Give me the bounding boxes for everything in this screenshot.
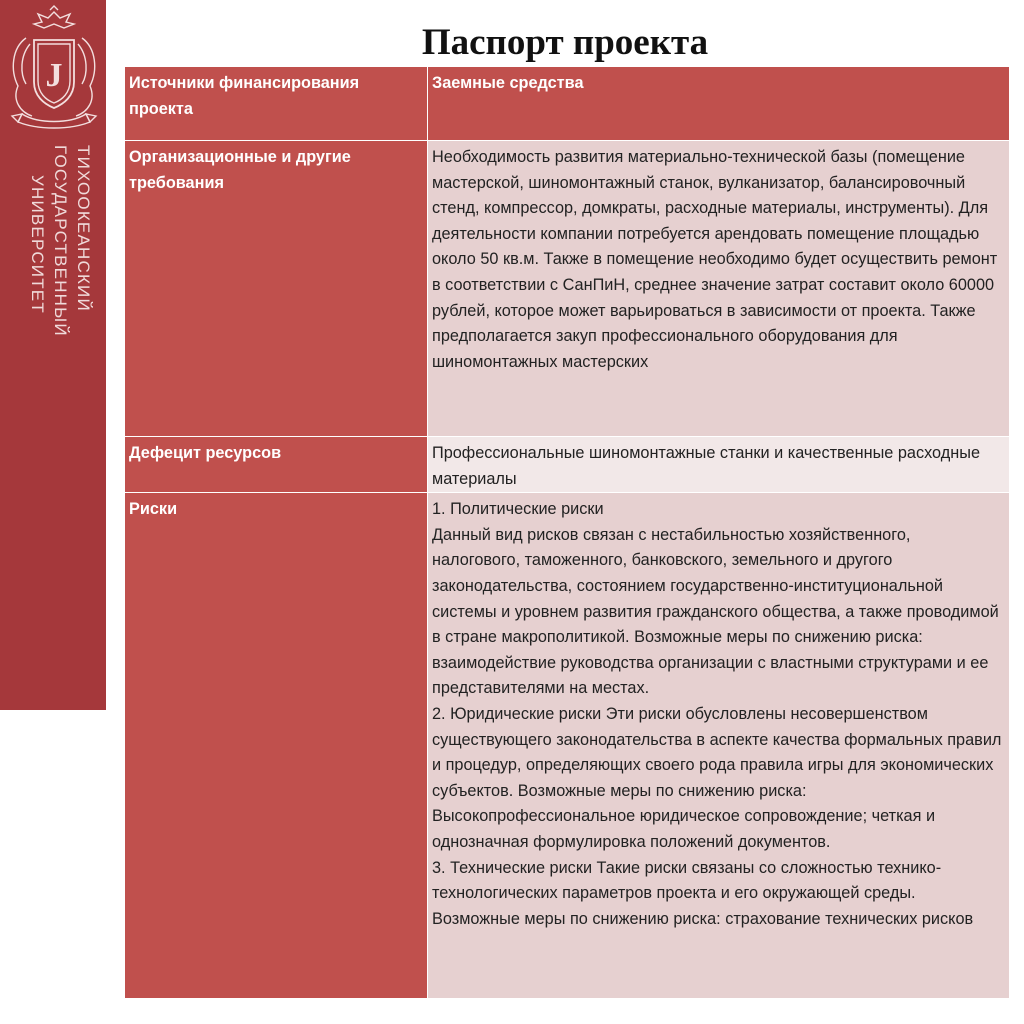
table-row xyxy=(125,141,1010,437)
university-name-line-2: ГОСУДАРСТВЕННЫЙ xyxy=(51,145,70,337)
row-value: Необходимость развития материально-технической базы (помещение мастерской, шиномонтажный станок, вулканизатор, балансировочный стенд, компрессор, домкраты, расходные материалы, инструменты). Для деятельности компании потребуется арендовать помещение площадью около 50 кв.м. Также в помещение необходимо будет осуществить ремонт в соответствии с СанПиН, среднее значение затрат составит около 60000 рублей, которое может варьироваться в зависимости от проекта. Также предполагается закуп профессионального оборудования для шиномонтажных мастерских xyxy=(428,141,1010,437)
row-label: Риски xyxy=(125,493,428,999)
university-name-line-3: УНИВЕРСИТЕТ xyxy=(28,175,47,314)
row-label: Источники финансирования проекта xyxy=(125,67,428,141)
table-row xyxy=(125,437,1010,493)
row-value: Заемные средства xyxy=(428,67,1010,141)
page-title: Паспорт проекта xyxy=(421,22,709,63)
project-passport-table xyxy=(124,66,1010,999)
row-value: 1. Политические риски Данный вид рисков связан с нестабильностью хозяйственного, налогового, таможенного, банковского, земельного и другого законодательства, состоянием государственно-институциональной системы и уровнем развития гражданского общества, а также проводимой в стране макрополитикой. Возможные меры по снижению риска: взаимодействие руководства организации с властными структурами и ее представителями на местах. 2. Юридические риски Эти риски обусловлены несовершенством существующего законодательства в аспекте качества формальных правил и процедур, определяющих своего рода правила игры для экономических субъектов. Возможные меры по снижению риска: Высокопрофессиональное юридическое сопровождение; четкая и однозначная формулировка положений документов. 3. Технические риски Такие риски связаны со сложностью технико-технологических параметров проекта и его окружающей среды. Возможные меры по снижению риска: страхование технических рисков xyxy=(428,493,1010,999)
svg-text:J: J xyxy=(45,57,63,94)
university-sidebar xyxy=(0,0,106,710)
university-name-line-1: ТИХООКЕАНСКИЙ xyxy=(74,145,93,312)
row-label: Дефецит ресурсов xyxy=(125,437,428,493)
university-name-vertical xyxy=(8,145,100,655)
table-row xyxy=(125,67,1010,141)
row-label: Организационные и другие требования xyxy=(125,141,428,437)
university-crest-icon xyxy=(4,4,104,132)
table-row xyxy=(125,493,1010,999)
row-value: Профессиональные шиномонтажные станки и качественные расходные материалы xyxy=(428,437,1010,493)
